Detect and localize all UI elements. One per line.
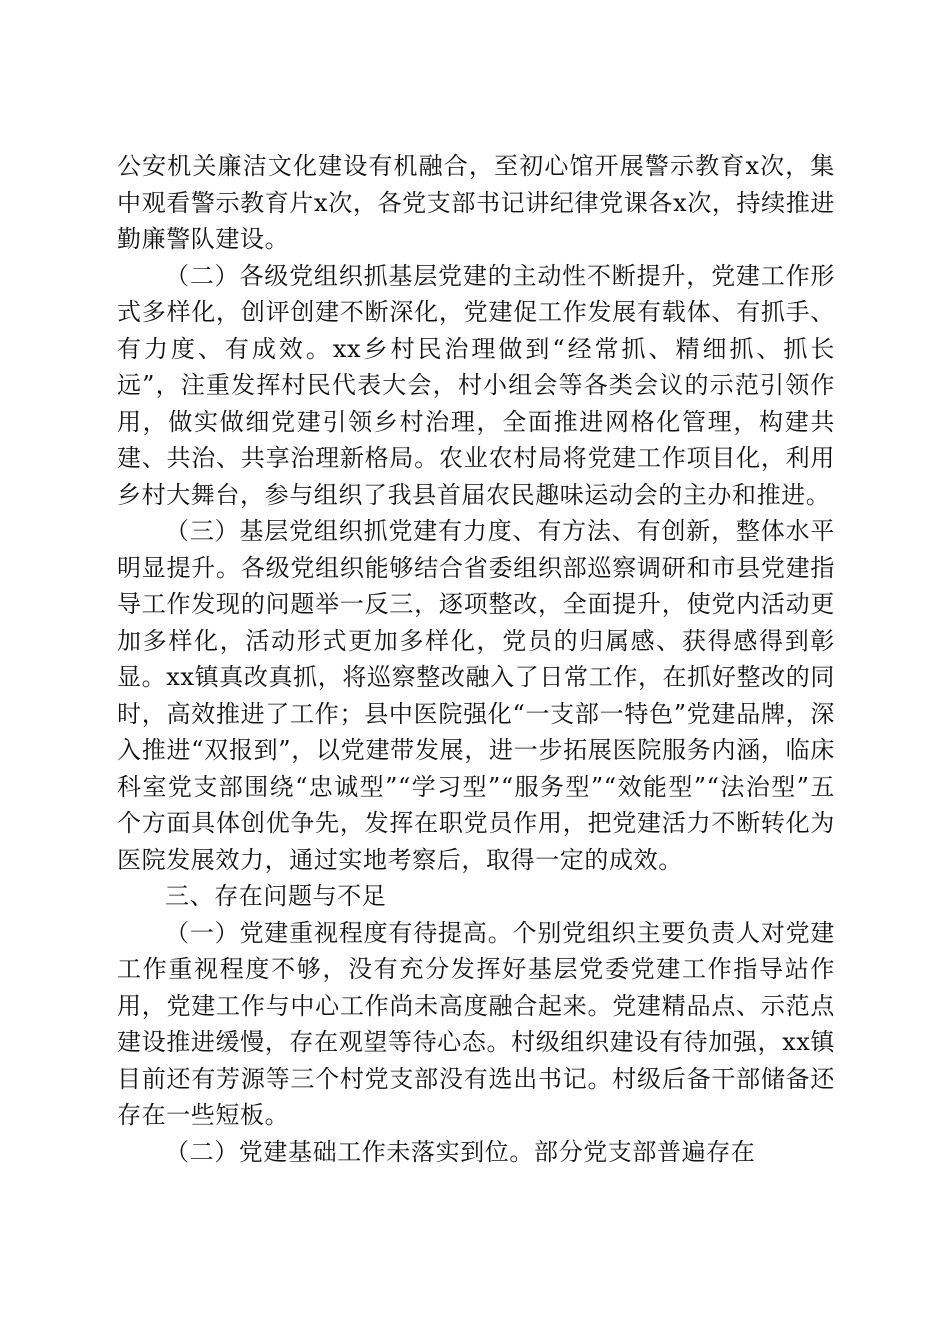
- paragraph-problem-one: （一）党建重视程度有待提高。个别党组织主要负责人对党建工作重视程度不够，没有充分发挥好基层党委党建工作指导站作用，党建工作与中心工作尚未高度融合起来。党建精品点、示范点建设推进缓慢，存在观望等待心态。村级组织建设有待加强，xx镇目前还有芳源等三个村党支部没有选出书记。村级后备干部储备还存在一些短板。: [117, 918, 835, 1129]
- paragraph-section-two: （二）各级党组织抓基层党建的主动性不断提升，党建工作形式多样化，创评创建不断深化，党建促工作发展有载体、有抓手、有力度、有成效。xx乡村民治理做到“经常抓、精细抓、抓长远”，注重发挥村民代表大会，村小组会等各类会议的示范引领作用，做实做细党建引领乡村治理，全面推进网格化管理，构建共建、共治、共享治理新格局。农业农村局将党建工作项目化，利用乡村大舞台，参与组织了我县首届农民趣味运动会的主办和推进。: [117, 261, 835, 509]
- paragraph-section-three: （三）基层党组织抓党建有力度、有方法、有创新，整体水平明显提升。各级党组织能够结合省委组织部巡察调研和市县党建指导工作发现的问题举一反三，逐项整改，全面提升，使党内活动更加多样化，活动形式更加多样化，党员的归属感、获得感得到彰显。xx镇真改真抓，将巡察整改融入了日常工作，在抓好整改的同时，高效推进了工作；县中医院强化“一支部一特色”党建品牌，深入推进“双报到”，以党建带发展，进一步拓展医院服务内涵，临床科室党支部围绕“忠诚型”“学习型”“服务型”“效能型”“法治型”五个方面具体创优争先，发挥在职党员作用，把党建活力不断转化为医院发展效力，通过实地考察后，取得一定的成效。: [117, 517, 835, 874]
- document-body: [117, 148, 835, 1170]
- paragraph-problem-two: （二）党建基础工作未落实到位。部分党支部普遍存在: [165, 1137, 756, 1166]
- section-heading: 三、存在问题与不足: [165, 882, 387, 910]
- paragraph-continuation: 公安机关廉洁文化建设有机融合，至初心馆开展警示教育x次，集中观看警示教育片x次，各党支部书记讲纪律党课各x次，持续推进勤廉警队建设。: [117, 152, 835, 253]
